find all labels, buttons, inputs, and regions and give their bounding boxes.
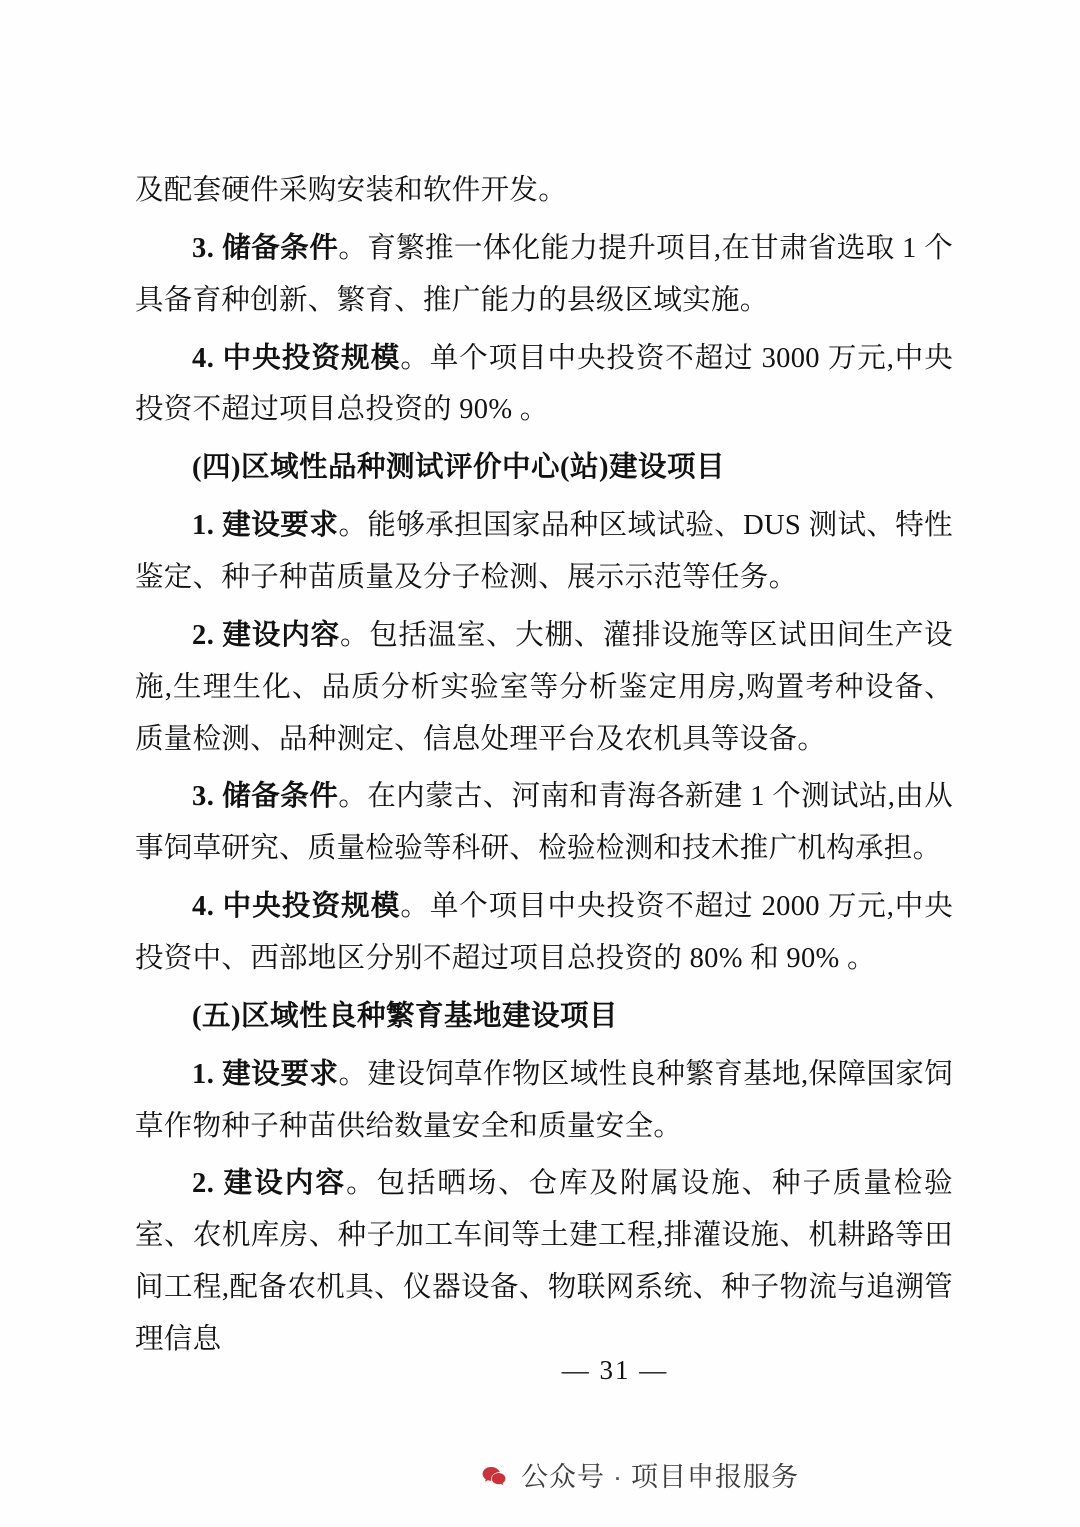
paragraph-7-lead: 3. 储备条件 [192, 781, 339, 813]
watermark-account-label: 公众号 [521, 1462, 605, 1492]
watermark-separator: · [613, 1462, 623, 1492]
paragraph-2 [135, 223, 953, 327]
wechat-logo-icon [481, 1464, 507, 1490]
paragraph-1: 及配套硬件采购安装和软件开发。 [135, 175, 568, 206]
section-heading-four [135, 442, 953, 494]
paragraph-3-text: 。单个项目中央投资不超过 3000 万元,中央投资不超过项目总投资的 90% 。 [135, 342, 953, 426]
paragraph-8-lead: 4. 中央投资规模 [192, 891, 401, 923]
paragraph-5-text: 。能够承担国家品种区域试验、DUS 测试、特性鉴定、种子种苗质量及分子检测、展示示范等任务。 [135, 510, 953, 594]
paragraph-6-text: 。包括温室、大棚、灌排设施等区试田间生产设施,生理生化、品质分析实验室等分析鉴定用房,购置考种设备、质量检测、品种测定、信息处理平台及农机具等设备。 [135, 619, 953, 755]
paragraph-8 [135, 881, 953, 985]
paragraph-2-lead: 3. 储备条件 [192, 232, 339, 264]
section-heading-five [135, 991, 953, 1043]
paragraph-8-text: 。单个项目中央投资不超过 2000 万元,中央投资中、西部地区分别不超过项目总投资的 80% 和 90% 。 [135, 891, 953, 975]
paragraph-10-lead: 1. 建设要求 [192, 1058, 339, 1090]
paragraph-11-text: 。包括晒场、仓库及附属设施、种子质量检验室、农机库房、种子加工车间等土建工程,排灌设施、机耕路等田间工程,配备农机具、仪器设备、物联网系统、种子物流与追溯管理信息 [135, 1168, 953, 1356]
watermark-service-label: 项目申报服务 [631, 1462, 799, 1492]
section-heading-five-text: (五)区域性良种繁育基地建设项目 [192, 1000, 618, 1032]
watermark [0, 1455, 1080, 1494]
paragraph-6-lead: 2. 建设内容 [192, 619, 341, 651]
paragraph-7-text: 。在内蒙古、河南和青海各新建 1 个测试站,由从事饲草研究、质量检验等科研、检验检测和技术推广机构承担。 [135, 781, 953, 865]
section-heading-four-text: (四)区域性品种测试评价中心(站)建设项目 [192, 452, 725, 484]
paragraph-3 [135, 333, 953, 437]
paragraph-6 [135, 610, 953, 766]
paragraph-5-lead: 1. 建设要求 [192, 510, 339, 542]
document-body [135, 165, 953, 1372]
paragraph-3-lead: 4. 中央投资规模 [192, 342, 401, 374]
paragraph-10 [135, 1049, 953, 1153]
paragraph-7 [135, 771, 953, 875]
paragraph-11-lead: 2. 建设内容 [192, 1168, 347, 1200]
paragraph-11 [135, 1158, 953, 1365]
paragraph-10-text: 。建设饲草作物区域性良种繁育基地,保障国家饲草作物种子种苗供给数量安全和质量安全。 [135, 1058, 953, 1142]
paragraph-5 [135, 500, 953, 604]
paragraph-2-text: 。育繁推一体化能力提升项目,在甘肃省选取 1 个具备育种创新、繁育、推广能力的县级区域实施。 [135, 232, 953, 316]
page-number: — 31 — [561, 1355, 669, 1385]
